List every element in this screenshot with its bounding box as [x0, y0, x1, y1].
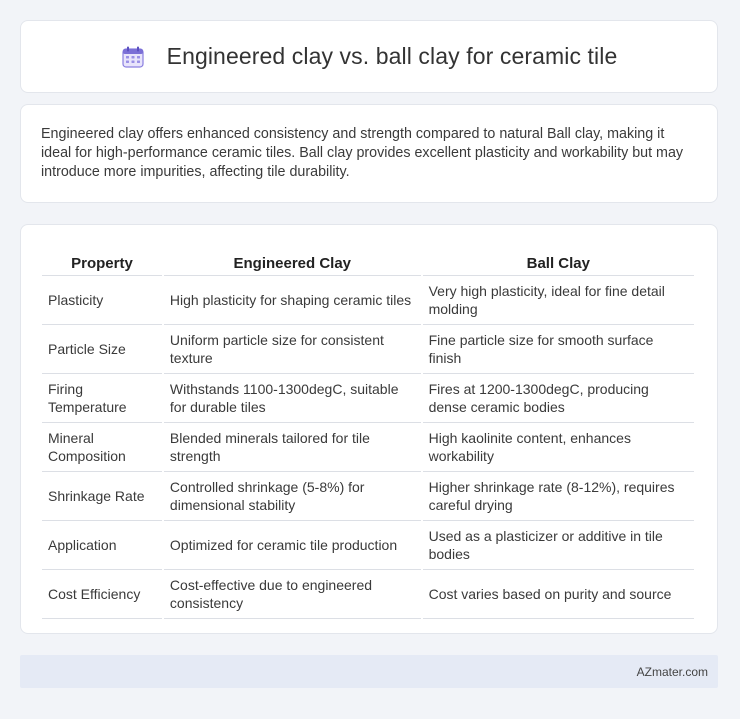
cell-ball: Very high plasticity, ideal for fine detail molding [423, 276, 694, 325]
cell-property: Shrinkage Rate [42, 472, 162, 521]
intro-card [20, 104, 718, 203]
table-row [42, 423, 694, 472]
table-header-row [42, 243, 694, 276]
cell-ball: Fires at 1200-1300degC, producing dense ceramic bodies [423, 374, 694, 423]
cell-engineered: Controlled shrinkage (5-8%) for dimensional stability [164, 472, 421, 521]
calendar-icon [121, 45, 145, 69]
table-row [42, 570, 694, 619]
cell-property: Application [42, 521, 162, 570]
cell-property: Cost Efficiency [42, 570, 162, 619]
table-row [42, 521, 694, 570]
header-ball-clay: Ball Clay [423, 243, 694, 276]
cell-ball: High kaolinite content, enhances workability [423, 423, 694, 472]
cell-engineered: Withstands 1100-1300degC, suitable for durable tiles [164, 374, 421, 423]
cell-property: Particle Size [42, 325, 162, 374]
cell-engineered: Cost-effective due to engineered consistency [164, 570, 421, 619]
header-engineered-clay: Engineered Clay [164, 243, 421, 276]
table-row [42, 276, 694, 325]
cell-ball: Fine particle size for smooth surface finish [423, 325, 694, 374]
cell-engineered: Blended minerals tailored for tile strength [164, 423, 421, 472]
cell-engineered: Optimized for ceramic tile production [164, 521, 421, 570]
cell-ball: Used as a plasticizer or additive in tile bodies [423, 521, 694, 570]
table-row [42, 374, 694, 423]
table-row [42, 472, 694, 521]
intro-text: Engineered clay offers enhanced consistency and strength compared to natural Ball clay, making it ideal for high-performance ceramic tiles. Ball clay provides excellent plasticity and workability but may introduce more impurities, affecting tile durability. [41, 126, 684, 180]
header-property: Property [42, 243, 162, 276]
cell-ball: Higher shrinkage rate (8-12%), requires careful drying [423, 472, 694, 521]
cell-engineered: Uniform particle size for consistent texture [164, 325, 421, 374]
cell-ball: Cost varies based on purity and source [423, 570, 694, 619]
page-title: Engineered clay vs. ball clay for ceramic tile [166, 43, 618, 69]
footer-brand[interactable]: AZmater.com [636, 664, 708, 679]
table-row [42, 325, 694, 374]
footer [20, 655, 718, 688]
cell-property: Mineral Composition [42, 423, 162, 472]
comparison-card [20, 224, 718, 634]
comparison-table [40, 243, 696, 619]
cell-property: Plasticity [42, 276, 162, 325]
cell-property: Firing Temperature [42, 374, 162, 423]
cell-engineered: High plasticity for shaping ceramic tiles [164, 276, 421, 325]
title-card [20, 20, 718, 93]
